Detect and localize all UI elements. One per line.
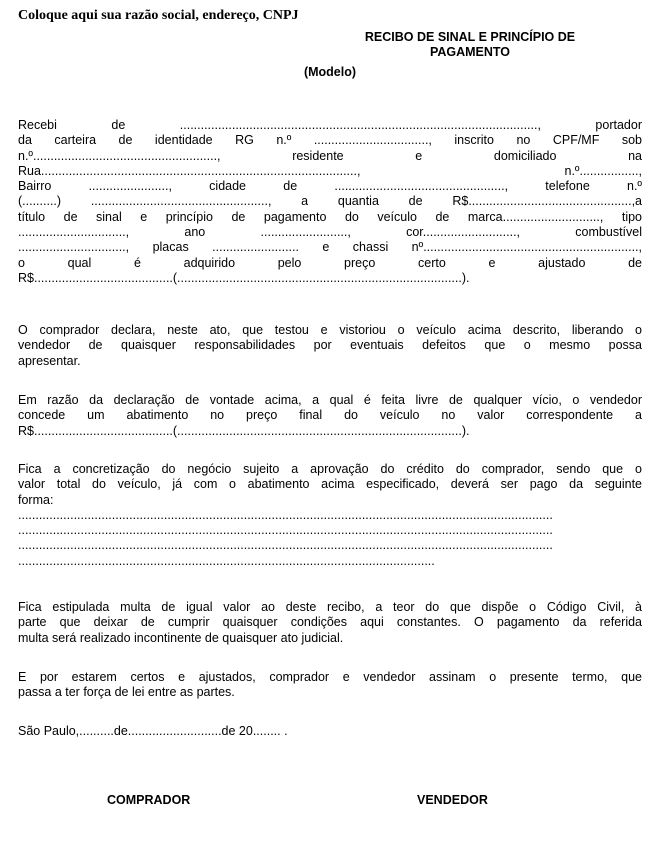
seller-signature-label: VENDEDOR xyxy=(417,793,488,807)
paragraph-line: Rua..........................................................................................., n.º................., xyxy=(18,163,642,178)
paragraph-line: Bairro ......................., cidade de ................................................., telefone n.º xyxy=(18,179,642,194)
paragraph-line: da carteira de identidade RG n.º ................................., inscrito no CPF/MF sob xyxy=(18,133,642,148)
paragraph-line: vendedor de quaisquer responsabilidades por eventuais defeitos que o mesmo possa xyxy=(18,338,642,353)
paragraph-buyer-vehicle-details xyxy=(18,118,642,286)
document-title-line-2: PAGAMENTO xyxy=(429,45,511,59)
paragraph-discount xyxy=(18,393,642,439)
paragraph-payment-terms xyxy=(18,462,642,569)
payment-blank-line: .......................................................................................................................................................... xyxy=(18,538,553,553)
paragraph-line: ..............................., ano ........................., cor..........................., combustível xyxy=(18,225,642,240)
paragraph-line: O comprador declara, neste ato, que testou e vistoriou o veículo acima descrito, liberando o xyxy=(18,323,642,337)
paragraph-line: parte que deixar de cumprir quaisquer condições aqui constantes. O pagamento da referida xyxy=(18,615,642,630)
paragraph-agreement xyxy=(18,670,642,701)
paragraph-line: o qual é adquirido pelo preço certo e ajustado de xyxy=(18,255,642,270)
paragraph-line: apresentar. xyxy=(18,353,81,368)
paragraph-line: Fica a concretização do negócio sujeito a aprovação do crédito do comprador, sendo que o xyxy=(18,462,642,476)
buyer-signature-label: COMPRADOR xyxy=(107,793,191,807)
paragraph-line: R$........................................(..................................................................................). xyxy=(18,270,470,285)
paragraph-line: n.º....................................................., residente e domiciliado na xyxy=(18,148,642,163)
payment-blank-line: .......................................................................................................................................................... xyxy=(18,507,553,522)
paragraph-line: multa será realizado incontinente de quaisquer ato judicial. xyxy=(18,630,344,645)
document-title-line-1: RECIBO DE SINAL E PRINCÍPIO DE xyxy=(364,30,576,44)
payment-blank-line: .......................................................................................................................................................... xyxy=(18,523,553,538)
paragraph-line: Em razão da declaração de vontade acima, a qual é feita livre de qualquer vício, o vendedor xyxy=(18,393,642,407)
paragraph-line: E por estarem certos e ajustados, comprador e vendedor assinam o presente termo, que xyxy=(18,670,642,684)
paragraph-line: valor total do veículo, já com o abatimento acima especificado, deverá ser pago da seguinte xyxy=(18,477,642,492)
payment-blank-line: ........................................................................................................................ xyxy=(18,553,435,568)
date-line xyxy=(18,724,642,739)
document-subtitle: (Modelo) xyxy=(303,65,357,79)
paragraph-line: passa a ter força de lei entre as partes. xyxy=(18,685,235,700)
paragraph-buyer-declaration xyxy=(18,323,642,369)
paragraph-penalty xyxy=(18,600,642,646)
paragraph-line: ..............................., placas ......................... e chassi nº.............................................................., xyxy=(18,240,642,255)
paragraph-line: título de sinal e princípio de pagamento do veículo de marca............................, tipo xyxy=(18,209,642,224)
date-line-text: São Paulo,..........de...........................de 20........ . xyxy=(18,724,288,738)
paragraph-line: R$........................................(..................................................................................). xyxy=(18,423,470,438)
company-info-placeholder: Coloque aqui sua razão social, endereço, CNPJ xyxy=(18,8,299,23)
paragraph-line: Fica estipulada multa de igual valor ao deste recibo, a teor do que dispõe o Código Civil, à xyxy=(18,600,642,614)
paragraph-line: forma: xyxy=(18,492,54,507)
paragraph-line: concede um abatimento no preço final do veículo no valor correspondente a xyxy=(18,408,642,423)
paragraph-line: (..........) ..................................................., a quantia de R$...............................................,a xyxy=(18,194,642,209)
paragraph-line: Recebi de ......................................................................................................., portador xyxy=(18,118,642,132)
